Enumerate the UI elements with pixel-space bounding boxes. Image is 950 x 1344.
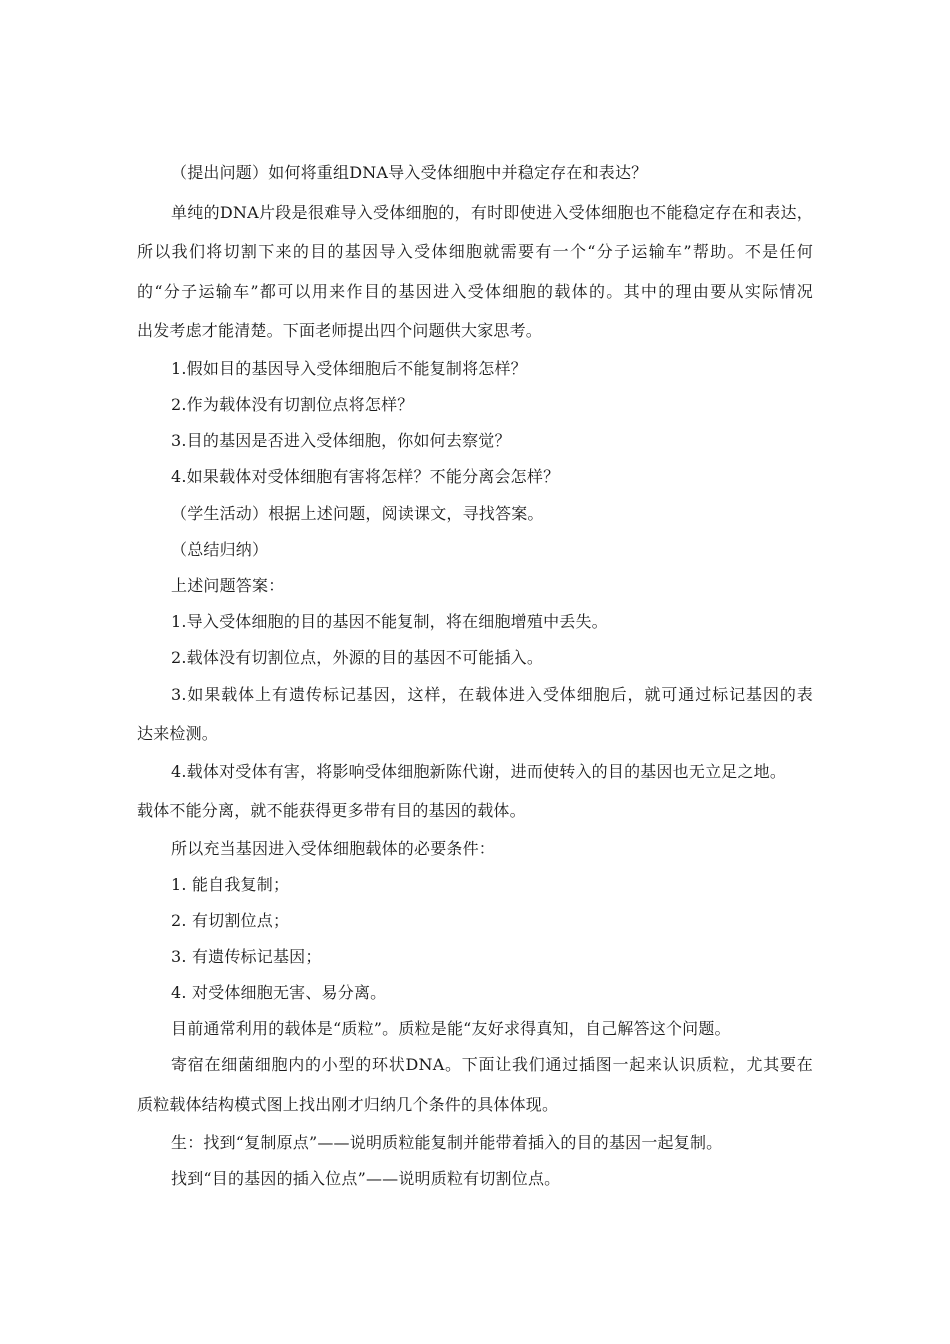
answer-item-2: 2.载体没有切割位点，外源的目的基因不可能插入。 <box>171 648 544 667</box>
paragraph-answers-heading: 上述问题答案： <box>171 576 285 595</box>
condition-item-3: 3. 有遗传标记基因； <box>171 947 322 966</box>
answer-item-4-line-2: 载体不能分离，就不能获得更多带有目的基因的载体。 <box>137 801 526 820</box>
paragraph-question: （提出问题）如何将重组DNA导入受体细胞中并稳定存在和表达？ <box>171 163 648 182</box>
paragraph-conditions-heading: 所以充当基因进入受体细胞载体的必要条件： <box>171 839 496 858</box>
paragraph-student-activity: （学生活动）根据上述问题，阅读课文，寻找答案。 <box>171 504 544 523</box>
paragraph-plasmid-intro: 目前通常利用的载体是“质粒”。质粒是能“友好求得真知，自己解答这个问题。 <box>171 1019 731 1038</box>
condition-item-2: 2. 有切割位点； <box>171 911 290 930</box>
question-item-1: 1.假如目的基因导入受体细胞后不能复制将怎样？ <box>171 359 527 378</box>
answer-item-3-line-2: 达来检测。 <box>137 724 219 743</box>
paragraph-intro-line-4: 出发考虑才能清楚。下面老师提出四个问题供大家思考。 <box>137 321 543 340</box>
paragraph-intro-line-1: 单纯的DNA片段是很难导入受体细胞的，有时即使进入受体细胞也不能稳定存在和表达， <box>171 203 813 222</box>
question-item-4: 4.如果载体对受体细胞有害将怎样？不能分离会怎样？ <box>171 467 560 486</box>
paragraph-plasmid-line-2: 质粒载体结构模式图上找出刚才归纳几个条件的具体体现。 <box>137 1095 559 1114</box>
paragraph-intro-line-2: 所以我们将切割下来的目的基因导入受体细胞就需要有一个“分子运输车”帮助。不是任何 <box>137 242 813 261</box>
question-item-3: 3.目的基因是否进入受体细胞，你如何去察觉？ <box>171 431 511 450</box>
answer-item-3-line-1: 3.如果载体上有遗传标记基因，这样，在载体进入受体细胞后，就可通过标记基因的表 <box>171 685 813 704</box>
paragraph-plasmid-line-1: 寄宿在细菌细胞内的小型的环状DNA。下面让我们通过插图一起来认识质粒，尤其要在 <box>171 1055 813 1074</box>
paragraph-intro-line-3: 的“分子运输车”都可以用来作目的基因进入受体细胞的载体的。其中的理由要从实际情况 <box>137 282 813 301</box>
condition-item-4: 4. 对受体细胞无害、易分离。 <box>171 983 387 1002</box>
question-item-2: 2.作为载体没有切割位点将怎样？ <box>171 395 414 414</box>
condition-item-1: 1. 能自我复制； <box>171 875 290 894</box>
paragraph-student-answer-2: 找到“目的基因的插入位点”——说明质粒有切割位点。 <box>171 1169 561 1188</box>
paragraph-student-answer-1: 生：找到“复制原点”——说明质粒能复制并能带着插入的目的基因一起复制。 <box>171 1133 723 1152</box>
answer-item-1: 1.导入受体细胞的目的基因不能复制，将在细胞增殖中丢失。 <box>171 612 608 631</box>
answer-item-4-line-1: 4.载体对受体有害，将影响受体细胞新陈代谢，进而使转入的目的基因也无立足之地。 <box>171 762 787 781</box>
paragraph-summary-heading: （总结归纳） <box>171 540 269 559</box>
